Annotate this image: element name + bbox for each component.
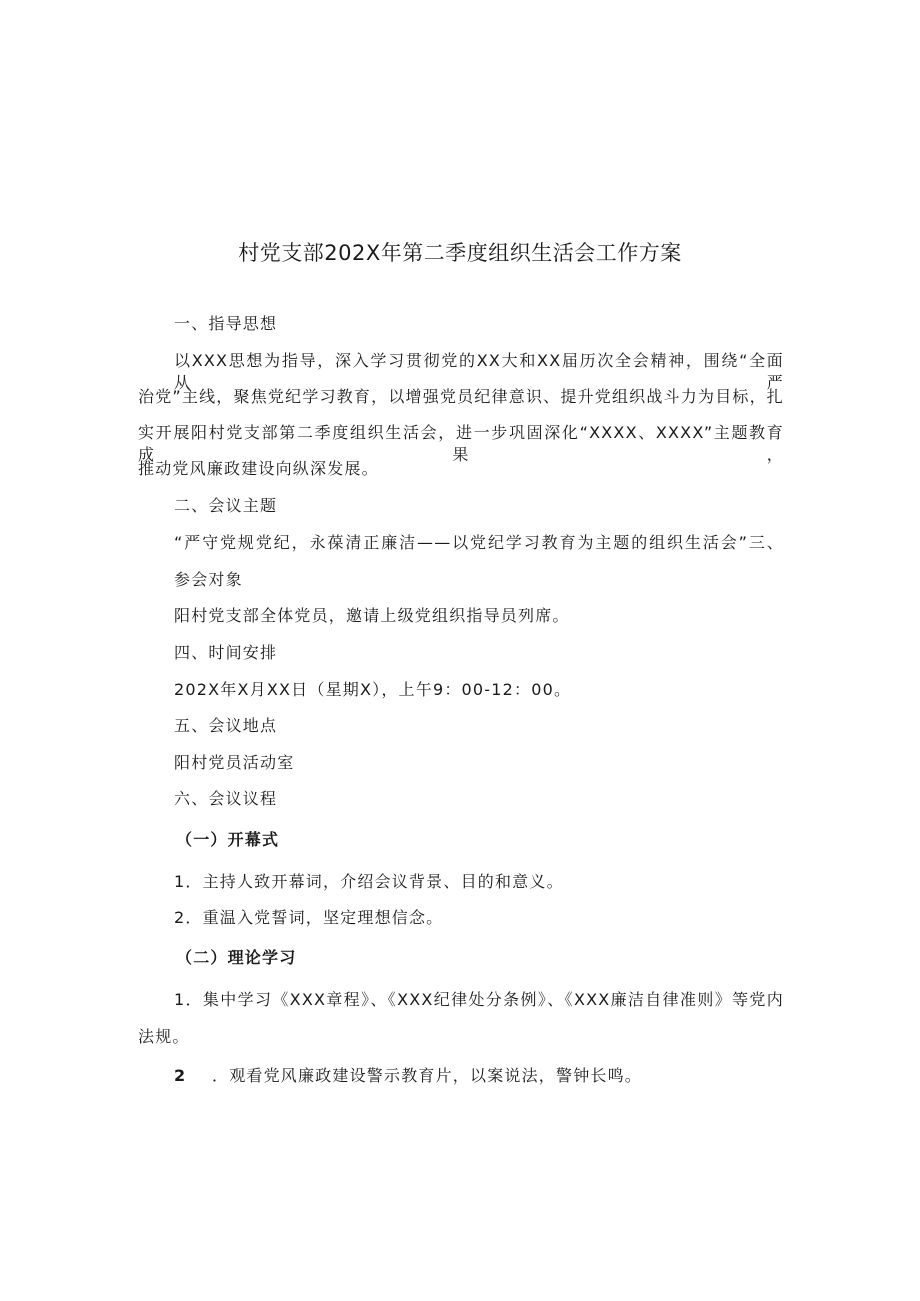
section-heading-attendees: 参会对象 [174, 570, 243, 589]
paragraph-line: 以XXX思想为指导，深入学习贯彻党的XX大和XX届历次全会精神，围绕“全面从严 [174, 351, 784, 392]
section-heading-location: 五、会议地点 [174, 716, 278, 735]
document-title: 村党支部202X年第二季度组织生活会工作方案 [238, 241, 682, 265]
section-heading-schedule: 四、时间安排 [174, 643, 278, 662]
agenda-item: 2．重温入党誓词，坚定理想信念。 [174, 908, 444, 927]
agenda-item-continued: 法规。 [138, 1027, 190, 1046]
paragraph-line: 推动党风廉政建设向纵深发展。 [138, 459, 379, 478]
location-text: 阳村党员活动室 [174, 753, 295, 772]
schedule-text: 202X年X月XX日（星期X），上午9：00-12：00。 [174, 680, 572, 699]
meeting-theme-text: “严守党规党纪，永葆清正廉洁——以党纪学习教育为主题的组织生活会”三、 [174, 533, 784, 552]
agenda-part-study-heading: （二）理论学习 [176, 948, 297, 967]
paragraph-line: 实开展阳村党支部第二季度组织生活会，进一步巩固深化“XXXX、XXXX”主题教育成果， [138, 423, 784, 464]
section-heading-agenda: 六、会议议程 [174, 789, 278, 808]
section-heading-meeting-theme: 二、会议主题 [174, 496, 278, 515]
agenda-item: ．观看党风廉政建设警示教育片，以案说法，警钟长鸣。 [212, 1066, 643, 1085]
section-heading-guiding-ideology: 一、指导思想 [174, 314, 278, 333]
attendees-text: 阳村党支部全体党员，邀请上级党组织指导员列席。 [174, 606, 570, 625]
agenda-item-number: 2 [174, 1066, 187, 1085]
agenda-item: 1．主持人致开幕词，介绍会议背景、目的和意义。 [174, 872, 564, 891]
agenda-part-opening-heading: （一）开幕式 [176, 830, 280, 849]
agenda-item: 1．集中学习《XXX章程》、《XXX纪律处分条例》、《XXX廉洁自律准则》等党内 [174, 990, 784, 1009]
paragraph-line: 治党”主线，聚焦党纪学习教育，以增强党员纪律意识、提升党组织战斗力为目标，扎 [138, 387, 784, 406]
